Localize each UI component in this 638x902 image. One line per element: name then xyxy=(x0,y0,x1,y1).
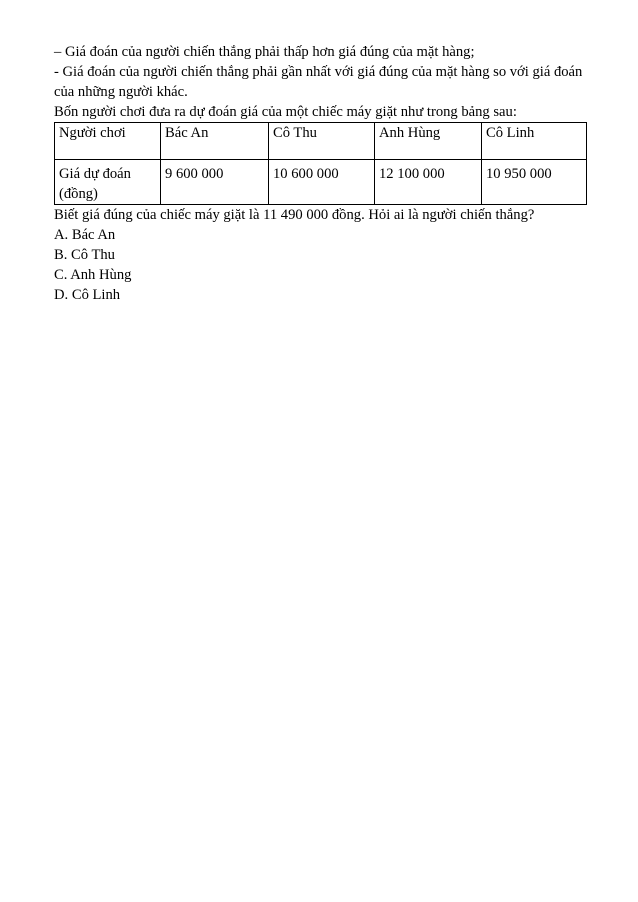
header-cell-anh-hung: Anh Hùng xyxy=(375,123,482,160)
option-d: D. Cô Linh xyxy=(54,287,121,303)
guess-co-linh: 10 950 000 xyxy=(482,160,587,205)
rule-2: - Giá đoán của người chiến thắng phải gần nhất với giá đúng của mặt hàng so với giá đoán của những người khác. xyxy=(54,64,583,100)
table-header-row xyxy=(55,123,587,160)
document-page xyxy=(54,42,586,305)
header-cell-player: Người chơi xyxy=(55,123,161,160)
table-row xyxy=(55,160,587,205)
answer-options xyxy=(54,225,586,305)
header-cell-bac-an: Bác An xyxy=(161,123,269,160)
header-cell-co-thu: Cô Thu xyxy=(269,123,375,160)
question-text: Biết giá đúng của chiếc máy giặt là 11 490 000 đồng. Hỏi ai là người chiến thắng? xyxy=(54,207,535,223)
guess-anh-hung: 12 100 000 xyxy=(375,160,482,205)
option-c: C. Anh Hùng xyxy=(54,267,132,283)
intro-text: Bốn người chơi đưa ra dự đoán giá của một chiếc máy giặt như trong bảng sau: xyxy=(54,104,517,120)
guess-bac-an: 9 600 000 xyxy=(161,160,269,205)
option-a: A. Bác An xyxy=(54,227,116,243)
row-label-guess: Giá dự đoán (đồng) xyxy=(55,160,161,205)
guess-co-thu: 10 600 000 xyxy=(269,160,375,205)
header-cell-co-linh: Cô Linh xyxy=(482,123,587,160)
price-guess-table xyxy=(54,122,587,205)
option-b: B. Cô Thu xyxy=(54,247,115,263)
rule-1: – Giá đoán của người chiến thắng phải thấp hơn giá đúng của mặt hàng; xyxy=(54,44,475,60)
